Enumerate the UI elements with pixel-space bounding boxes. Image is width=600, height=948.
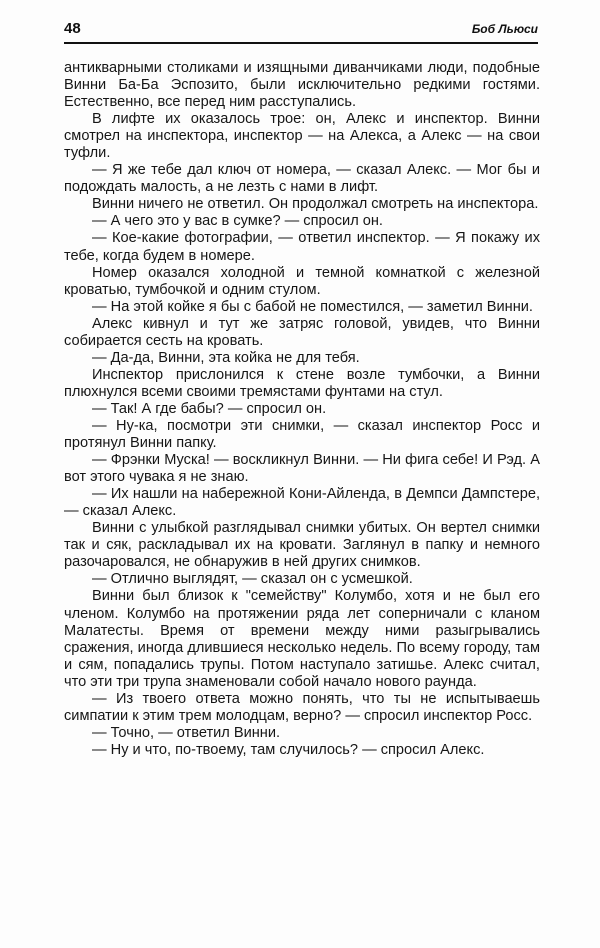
running-head-author: Боб Льюси	[471, 22, 538, 36]
paragraph: — Я же тебе дал ключ от номера, — сказал Алекс. — Мог бы и подождать малость, а не лезть с нами в лифт.	[64, 162, 540, 196]
paragraph: Инспектор прислонился к стене возле тумбочки, а Винни плюхнулся всеми своими тремястами фунтами на стул.	[64, 366, 540, 400]
paragraph: — Точно, — ответил Винни.	[92, 724, 281, 741]
paragraph: Алекс кивнул и тут же затряс головой, увидев, что Винни собирается сесть на кровать.	[64, 315, 540, 349]
paragraph: — Так! А где бабы? — спросил он.	[92, 400, 327, 417]
paragraph: Номер оказался холодной и темной комнаткой с железной кроватью, тумбочкой и одним стулом.	[64, 264, 540, 298]
paragraph: Винни с улыбкой разглядывал снимки убитых. Он вертел снимки так и сяк, раскладывал их на кровати. Заглянул в папку и немного разочаровался, не обнаружив в ней других снимков.	[64, 520, 540, 571]
paragraph: антикварными столиками и изящными диванчиками люди, подобные Винни Ба-Ба Эспозито, были исключительно редкими гостями. Естественно, все перед ним расступались.	[64, 60, 540, 111]
paragraph: — Фрэнки Муска! — воскликнул Винни. — Ни фига себе! И Рэд. А вот этого чувака я не знаю.	[64, 452, 540, 486]
paragraph: — На этой койке я бы с бабой не поместился, — заметил Винни.	[92, 298, 533, 315]
paragraph: — Их нашли на набережной Кони-Айленда, в Демпси Дампстере, — сказал Алекс.	[64, 486, 540, 520]
paragraph: — Кое-какие фотографии, — ответил инспектор. — Я покажу их тебе, когда будем в номере.	[64, 230, 540, 264]
paragraph: — Из твоего ответа можно понять, что ты не испытываешь симпатии к этим трем молодцам, верно? — спросил инспектор Росс.	[64, 690, 540, 724]
paragraph: — Ну-ка, посмотри эти снимки, — сказал инспектор Росс и протянул Винни папку.	[64, 417, 540, 452]
paragraph: Винни был близок к "семейству" Колумбо, хотя и не был его членом. Колумбо на протяжении ряда лет соперничали с кланом Малатесты. Время от времени между ними разыгрывались сражения, иногда длившиеся несколько недель. По всему городу, там и сям, попадались трупы. Потом наступало затишье. Алекс считал, что эти три трупа знаменовали собой начало нового раунда.	[64, 588, 540, 690]
paragraph: Винни ничего не ответил. Он продолжал смотреть на инспектора.	[92, 196, 539, 213]
paragraph: В лифте их оказалось трое: он, Алекс и инспектор. Винни смотрел на инспектора, инспектор — на Алекса, а Алекс — на свои туфли.	[64, 111, 540, 162]
paragraph: — Отлично выглядят, — сказал он с усмешкой.	[92, 571, 413, 588]
paragraph: — Ну и что, по-твоему, там случилось? — спросил Алекс.	[92, 741, 485, 758]
paragraph: — Да-да, Винни, эта койка не для тебя.	[92, 349, 360, 366]
page-header	[64, 20, 538, 44]
body-text	[64, 60, 540, 759]
paragraph: — А чего это у вас в сумке? — спросил он.	[92, 213, 383, 230]
page-number: 48	[64, 20, 81, 37]
